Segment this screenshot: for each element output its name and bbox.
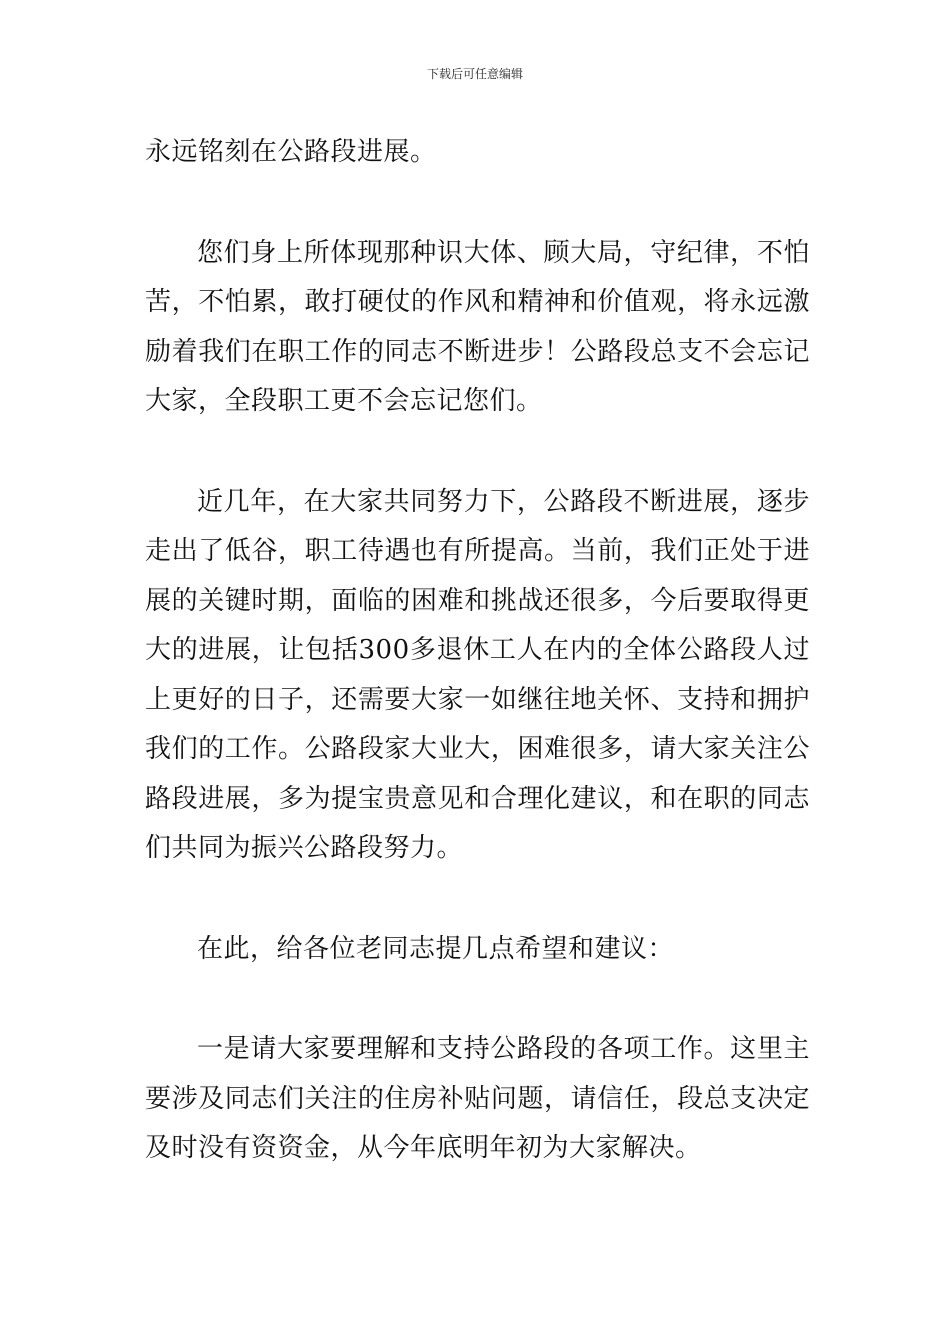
paragraph: 您们身上所体现那种识大体、顾大局，守纪律，不怕苦，不怕累，敢打硬仗的作风和精神和价值观，将永远激励着我们在职工作的同志不断进步！公路段总支不会忘记大家，全段职工更不会忘记您们。 <box>145 237 810 416</box>
header-note: 下载后可任意编辑 <box>426 67 523 81</box>
paragraph: 在此，给各位老同志提几点希望和建议： <box>197 933 675 964</box>
paragraph: 近几年，在大家共同努力下，公路段不断进展，逐步走出了低谷，职工待遇也有所提高。当前，我们正处于进展的关键时期，面临的困难和挑战还很多，今后要取得更大的进展，让包括300多退休工人在内的全体公路段人过上更好的日子，还需要大家一如继往地关怀、支持和拥护我们的工作。公路段家大业大，困难很多，请大家关注公路段进展，多为提宝贵意见和合理化建议，和在职的同志们共同为振兴公路段努力。 <box>145 486 810 863</box>
document-body <box>145 128 810 1174</box>
paragraph: 一是请大家要理解和支持公路段的各项工作。这里主要涉及同志们关注的住房补贴问题，请信任，段总支决定及时没有资资金，从今年底明年初为大家解决。 <box>145 1034 810 1163</box>
paragraph-continuation: 永远铭刻在公路段进展。 <box>145 137 437 167</box>
